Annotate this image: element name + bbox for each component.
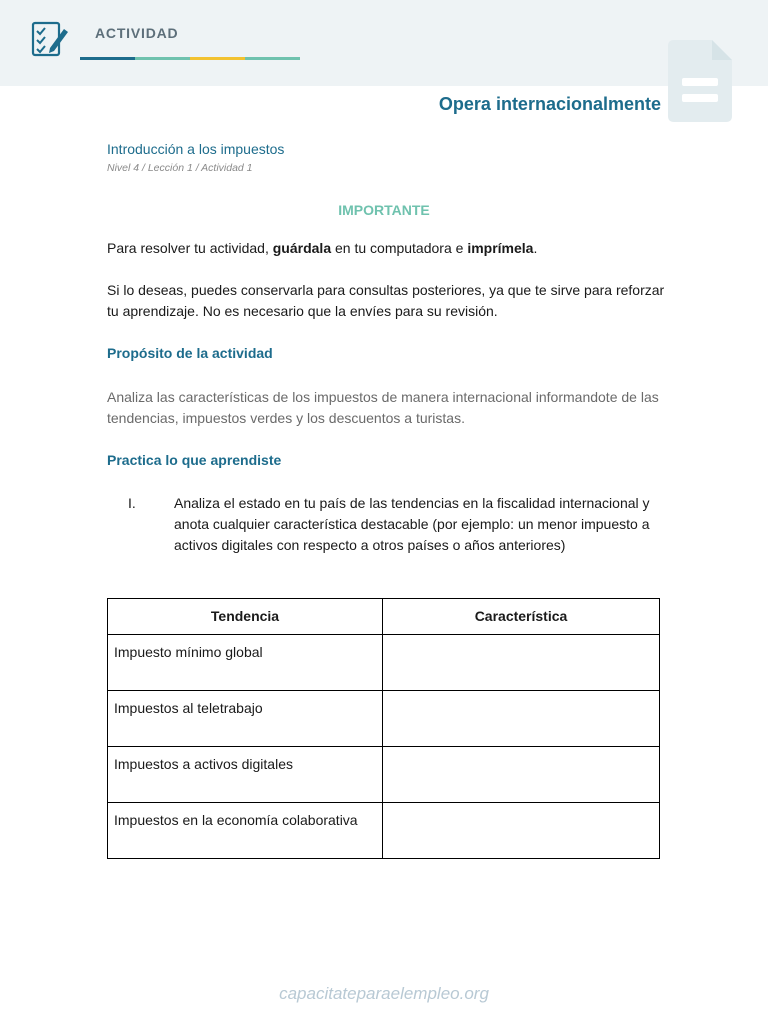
feature-cell[interactable] [383,747,660,803]
header-line-segment [245,57,300,60]
feature-cell[interactable] [383,635,660,691]
page-title: Opera internacionalmente [438,94,661,114]
trend-cell: Impuestos en la economía colaborativa [108,803,383,859]
document-icon [666,38,734,124]
trend-cell: Impuesto mínimo global [108,635,383,691]
table-row [108,747,660,803]
table-row [108,803,660,859]
column-header-feature: Característica [383,599,660,635]
keep-paragraph: Si lo deseas, puedes conservarla para consultas posteriores, ya que te sirve para reforzar tu aprendizaje. No es necesario que la envíes para su revisión. [107,282,665,319]
practice-heading: Practica lo que aprendiste [107,452,282,468]
feature-cell[interactable] [383,691,660,747]
trends-table [107,598,660,859]
header-line-segment [80,57,135,60]
header-line-segment [135,57,190,60]
checklist-pencil-icon [30,20,70,60]
list-item: Analiza el estado en tu país de las tendencias en la fiscalidad internacional y anota cualquier característica destacable (por ejemplo: un menor impuesto a activos digitales con respecto a otros países o años anteriores) [174,495,650,553]
instructions-paragraph [107,238,667,259]
important-heading: IMPORTANTE [338,202,430,218]
breadcrumb: Nivel 4 / Lección 1 / Actividad 1 [107,162,253,174]
column-header-trend: Tendencia [108,599,383,635]
lesson-title: Introducción a los impuestos [107,141,285,157]
footer-url[interactable]: capacitateparaelempleo.org [279,984,489,1003]
list-marker: I. [128,495,136,511]
instructions-bold-save: guárdala [272,240,332,256]
trend-cell: Impuestos al teletrabajo [108,691,383,747]
header-line-segment [190,57,245,60]
table-header-row [108,599,660,635]
trend-cell: Impuestos a activos digitales [108,747,383,803]
table-row [108,635,660,691]
instructions-text: Para resolver tu actividad, [107,240,273,256]
table-row [108,691,660,747]
instructions-bold-print: imprímela [467,240,534,256]
instructions-text: en tu computadora e [331,240,468,256]
feature-cell[interactable] [383,803,660,859]
header-label: ACTIVIDAD [95,25,179,41]
purpose-paragraph: Analiza las características de los impuestos de manera internacional informandote de las tendencias, impuestos verdes y los descuentos a turistas. [107,389,659,426]
header-band [0,0,768,86]
instructions-text: . [533,240,538,256]
purpose-heading: Propósito de la actividad [107,345,273,361]
